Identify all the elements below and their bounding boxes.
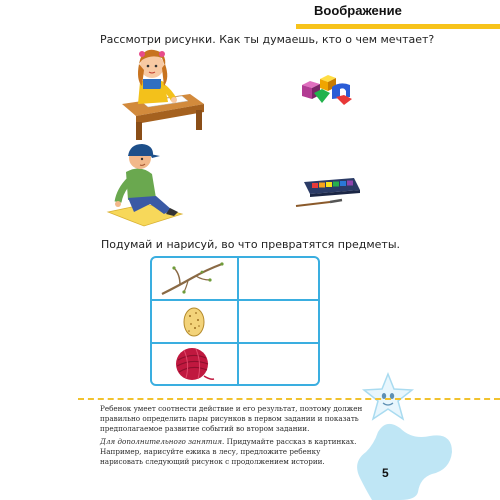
grid-divider-vertical bbox=[237, 258, 239, 384]
note-body: Придумайте рассказ в картинках. Например, нарисуйте ежика в лесу, предложите ребенку нарисовать следующий рисунок с продолжением истории. bbox=[100, 437, 357, 467]
parent-note-2 bbox=[100, 437, 365, 468]
boy-drawing-illustration bbox=[106, 142, 184, 232]
parent-note-1: Ребенок умеет соотнести действие и его результат, поэтому должен правильно определить пары рисунков в первом задании и показать предполагаемое развитие событий во втором задании. bbox=[100, 404, 363, 434]
grid-divider-horizontal-2 bbox=[152, 342, 318, 344]
grid-divider-horizontal-1 bbox=[152, 299, 318, 301]
task1-prompt: Рассмотри рисунки. Как ты думаешь, кто о чем мечтает? bbox=[100, 33, 435, 46]
girl-drawing-illustration bbox=[112, 46, 212, 141]
toy-blocks-illustration bbox=[300, 75, 356, 107]
note-lead-italic: Для дополнительного занятия. bbox=[100, 437, 225, 446]
header-accent-line bbox=[296, 24, 500, 29]
branch-illustration bbox=[158, 260, 224, 296]
drawing-grid bbox=[150, 256, 320, 386]
notes-divider bbox=[78, 398, 500, 400]
yarn-ball-illustration bbox=[174, 346, 216, 384]
page-title: Воображение bbox=[314, 3, 402, 18]
page-number: 5 bbox=[382, 466, 389, 480]
egg-illustration bbox=[182, 304, 206, 338]
task2-prompt: Подумай и нарисуй, во что превратятся предметы. bbox=[101, 238, 400, 251]
paints-and-brush-illustration bbox=[294, 176, 364, 210]
